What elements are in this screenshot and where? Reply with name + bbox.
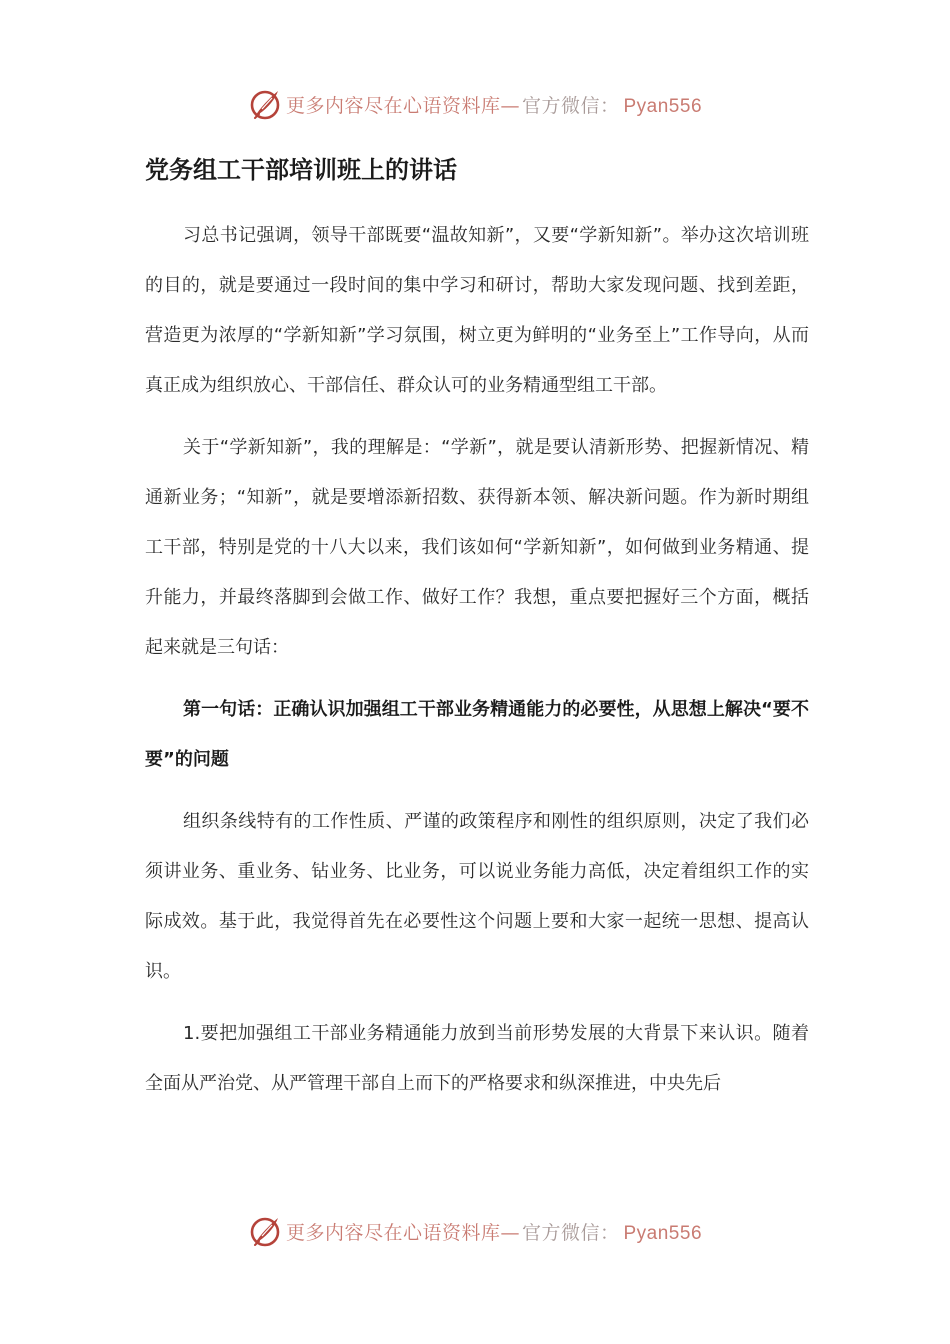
footer-banner [0,1211,950,1251]
footer-slogan-text: 更多内容尽在心语资料库 [285,1221,501,1244]
header-banner [0,84,950,124]
header-slogan [286,91,702,118]
paragraph-understanding: 关于“学新知新”，我的理解是：“学新”，就是要认清新形势、把握新情况、精通新业务；“知新”，就是要增添新招数、获得新本领、解决新问题。作为新时期组工干部，特别是党的十八大以来，我们该如何“学新知新”，如何做到业务精通、提升能力，并最终落脚到会做工作、做好工作？我想，重点要把握好三个方面，概括起来就是三句话： [145,437,809,658]
paragraph-intro: 习总书记强调，领导干部既要“温故知新”，又要“学新知新”。举办这次培训班的目的，就是要通过一段时间的集中学习和研讨，帮助大家发现问题、找到差距，营造更为浓厚的“学新知新”学习氛围，树立更为鲜明的“业务至上”工作导向，从而真正成为组织放心、干部信任、群众认可的业务精通型组工干部。 [145,225,809,396]
header-dash: — [500,94,520,117]
footer-slogan [286,1218,702,1245]
document-body [145,211,809,1121]
header-wechat-label: 官方微信： [521,94,620,117]
paragraph-necessity: 组织条线特有的工作性质、严谨的政策程序和刚性的组织原则，决定了我们必须讲业务、重业务、钻业务、比业务，可以说业务能力高低，决定着组织工作的实际成效。基于此，我觉得首先在必要性这个问题上要和大家一起统一思想、提高认识。 [145,811,809,982]
footer-dash: — [500,1221,520,1244]
footer-wechat-label: 官方微信： [521,1221,620,1244]
document-title: 党务组工干部培训班上的讲话 [145,156,457,184]
header-wechat-account: Pyan556 [623,95,703,117]
header-slogan-text: 更多内容尽在心语资料库 [285,94,501,117]
paragraph-point-one: 1.要把加强组工干部业务精通能力放到当前形势发展的大背景下来认识。随着全面从严治党、从严管理干部自上而下的严格要求和纵深推进，中央先后 [145,1023,809,1094]
footer-wechat-account: Pyan556 [623,1222,703,1244]
section-heading-first: 第一句话：正确认识加强组工干部业务精通能力的必要性，从思想上解决“要不要”的问题 [145,699,809,770]
quill-pen-logo-icon [248,1214,282,1248]
quill-pen-logo-icon [248,87,282,121]
